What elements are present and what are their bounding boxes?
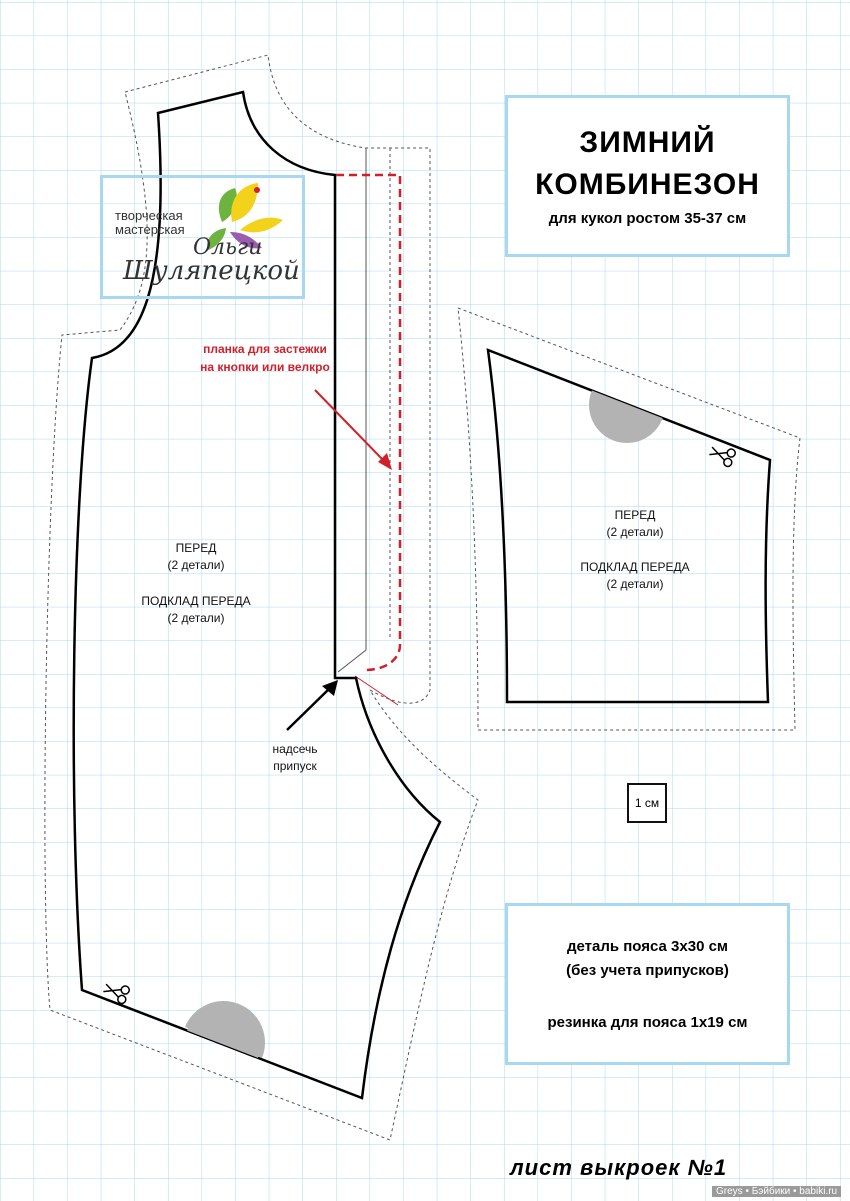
top-label-1: ПЕРЕД [614,508,656,522]
logo-box [100,175,305,299]
front-count-1: (2 детали) [167,558,225,572]
logo-script-text-1: Ольги [193,235,263,260]
logo-small-text-1: творческая [115,208,183,223]
placket-note-line-1: планка для застежки [203,342,327,356]
scale-square: 1 см [627,783,667,823]
top-count-2: (2 детали) [606,577,664,591]
front-label-2: ПОДКЛАД ПЕРЕДА [141,594,251,608]
belt-line-2: (без учета припусков) [566,962,729,979]
front-label-1: ПЕРЕД [175,541,217,555]
belt-line-3: резинка для пояса 1х19 см [547,1014,748,1031]
title-line-1: ЗИМНИЙ [579,126,716,159]
belt-line-1: деталь пояса 3х30 см [566,938,729,955]
sheet-title: лист выкроек №1 [510,1155,728,1180]
top-count-1: (2 детали) [606,525,664,539]
title-subtitle: для кукол ростом 35-37 см [548,210,747,227]
credit-watermark: Greys • Бэйбики • babiki.ru [712,1186,841,1197]
logo-small-text-2: мастерская [115,222,185,237]
placket-note-line-2: на кнопки или велкро [200,360,330,374]
belt-info-box [505,903,790,1065]
notch-note-line-1: надсечь [272,742,318,756]
top-label-2: ПОДКЛАД ПЕРЕДА [580,560,690,574]
front-count-2: (2 детали) [167,611,225,625]
logo-script-text-2: Шуляпецкой [123,256,300,286]
title-line-2: КОМБИНЕЗОН [535,168,760,201]
title-box [505,95,790,257]
notch-note-line-2: припуск [273,759,317,773]
